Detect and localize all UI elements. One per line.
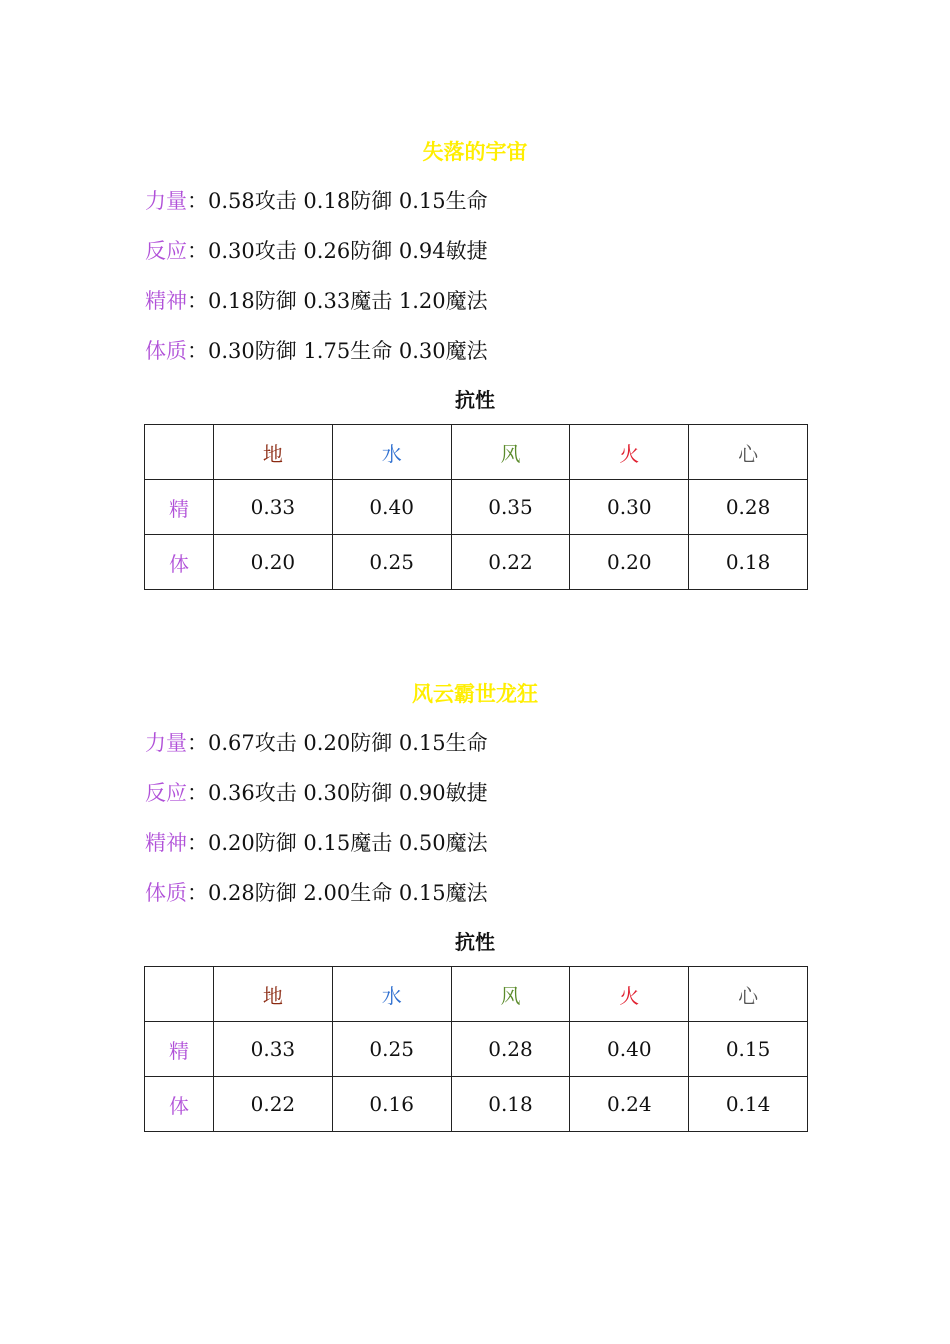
stat-line-spirit: 精神：0.20防御 0.15魔击 0.50魔法 — [145, 831, 488, 855]
stat-label: 精神 — [145, 289, 187, 313]
section-title: 失落的宇宙 — [422, 140, 528, 164]
stat-values: 0.30防御 1.75生命 0.30魔法 — [208, 339, 488, 363]
stat-line-reaction: 反应：0.30攻击 0.26防御 0.94敏捷 — [145, 239, 488, 263]
table-corner-cell — [145, 425, 214, 480]
stat-label: 精神 — [145, 831, 187, 855]
stat-line-reaction: 反应：0.36攻击 0.30防御 0.90敏捷 — [145, 781, 488, 805]
resistance-title: 抗性 — [455, 930, 495, 954]
table-header-row — [145, 967, 808, 1022]
table-row — [145, 1022, 808, 1077]
table-cell: 0.14 — [689, 1077, 808, 1132]
stat-label: 体质 — [145, 339, 187, 363]
table-cell: 0.30 — [570, 480, 689, 535]
table-cell: 0.25 — [332, 1022, 451, 1077]
element-water: 水 — [332, 967, 451, 1022]
stat-values: 0.20防御 0.15魔击 0.50魔法 — [208, 831, 488, 855]
element-fire: 火 — [570, 425, 689, 480]
row-label: 精 — [145, 1022, 214, 1077]
table-header-row — [145, 425, 808, 480]
stat-label: 力量 — [145, 189, 187, 213]
table-cell: 0.16 — [332, 1077, 451, 1132]
element-wind: 风 — [451, 425, 570, 480]
table-cell: 0.18 — [689, 535, 808, 590]
row-label: 体 — [145, 1077, 214, 1132]
stat-line-strength: 力量：0.58攻击 0.18防御 0.15生命 — [145, 189, 488, 213]
table-cell: 0.40 — [332, 480, 451, 535]
table-cell: 0.28 — [689, 480, 808, 535]
table-row — [145, 535, 808, 590]
table-cell: 0.20 — [570, 535, 689, 590]
stat-values: 0.30攻击 0.26防御 0.94敏捷 — [208, 239, 488, 263]
row-label: 体 — [145, 535, 214, 590]
resistance-table — [144, 424, 808, 590]
stat-values: 0.36攻击 0.30防御 0.90敏捷 — [208, 781, 488, 805]
table-cell: 0.22 — [451, 535, 570, 590]
stat-values: 0.67攻击 0.20防御 0.15生命 — [208, 731, 488, 755]
stat-line-constitution: 体质：0.28防御 2.00生命 0.15魔法 — [145, 881, 488, 905]
table-cell: 0.20 — [214, 535, 333, 590]
element-heart: 心 — [689, 425, 808, 480]
stat-line-spirit: 精神：0.18防御 0.33魔击 1.20魔法 — [145, 289, 488, 313]
element-wind: 风 — [451, 967, 570, 1022]
stat-values: 0.28防御 2.00生命 0.15魔法 — [208, 881, 488, 905]
table-cell: 0.15 — [689, 1022, 808, 1077]
stat-line-constitution: 体质：0.30防御 1.75生命 0.30魔法 — [145, 339, 488, 363]
resistance-table — [144, 966, 808, 1132]
element-fire: 火 — [570, 967, 689, 1022]
table-cell: 0.35 — [451, 480, 570, 535]
table-corner-cell — [145, 967, 214, 1022]
stat-label: 力量 — [145, 731, 187, 755]
stat-label: 反应 — [145, 239, 187, 263]
element-heart: 心 — [689, 967, 808, 1022]
table-cell: 0.33 — [214, 1022, 333, 1077]
stat-values: 0.18防御 0.33魔击 1.20魔法 — [208, 289, 488, 313]
element-water: 水 — [332, 425, 451, 480]
stat-label: 反应 — [145, 781, 187, 805]
element-earth: 地 — [214, 425, 333, 480]
resistance-title: 抗性 — [455, 388, 495, 412]
row-label: 精 — [145, 480, 214, 535]
element-earth: 地 — [214, 967, 333, 1022]
table-cell: 0.33 — [214, 480, 333, 535]
table-cell: 0.24 — [570, 1077, 689, 1132]
section-title: 风云霸世龙狂 — [412, 682, 538, 706]
table-row — [145, 480, 808, 535]
stat-line-strength: 力量：0.67攻击 0.20防御 0.15生命 — [145, 731, 488, 755]
table-cell: 0.18 — [451, 1077, 570, 1132]
table-row — [145, 1077, 808, 1132]
table-cell: 0.28 — [451, 1022, 570, 1077]
table-cell: 0.25 — [332, 535, 451, 590]
table-cell: 0.22 — [214, 1077, 333, 1132]
stat-label: 体质 — [145, 881, 187, 905]
stat-values: 0.58攻击 0.18防御 0.15生命 — [208, 189, 488, 213]
table-cell: 0.40 — [570, 1022, 689, 1077]
